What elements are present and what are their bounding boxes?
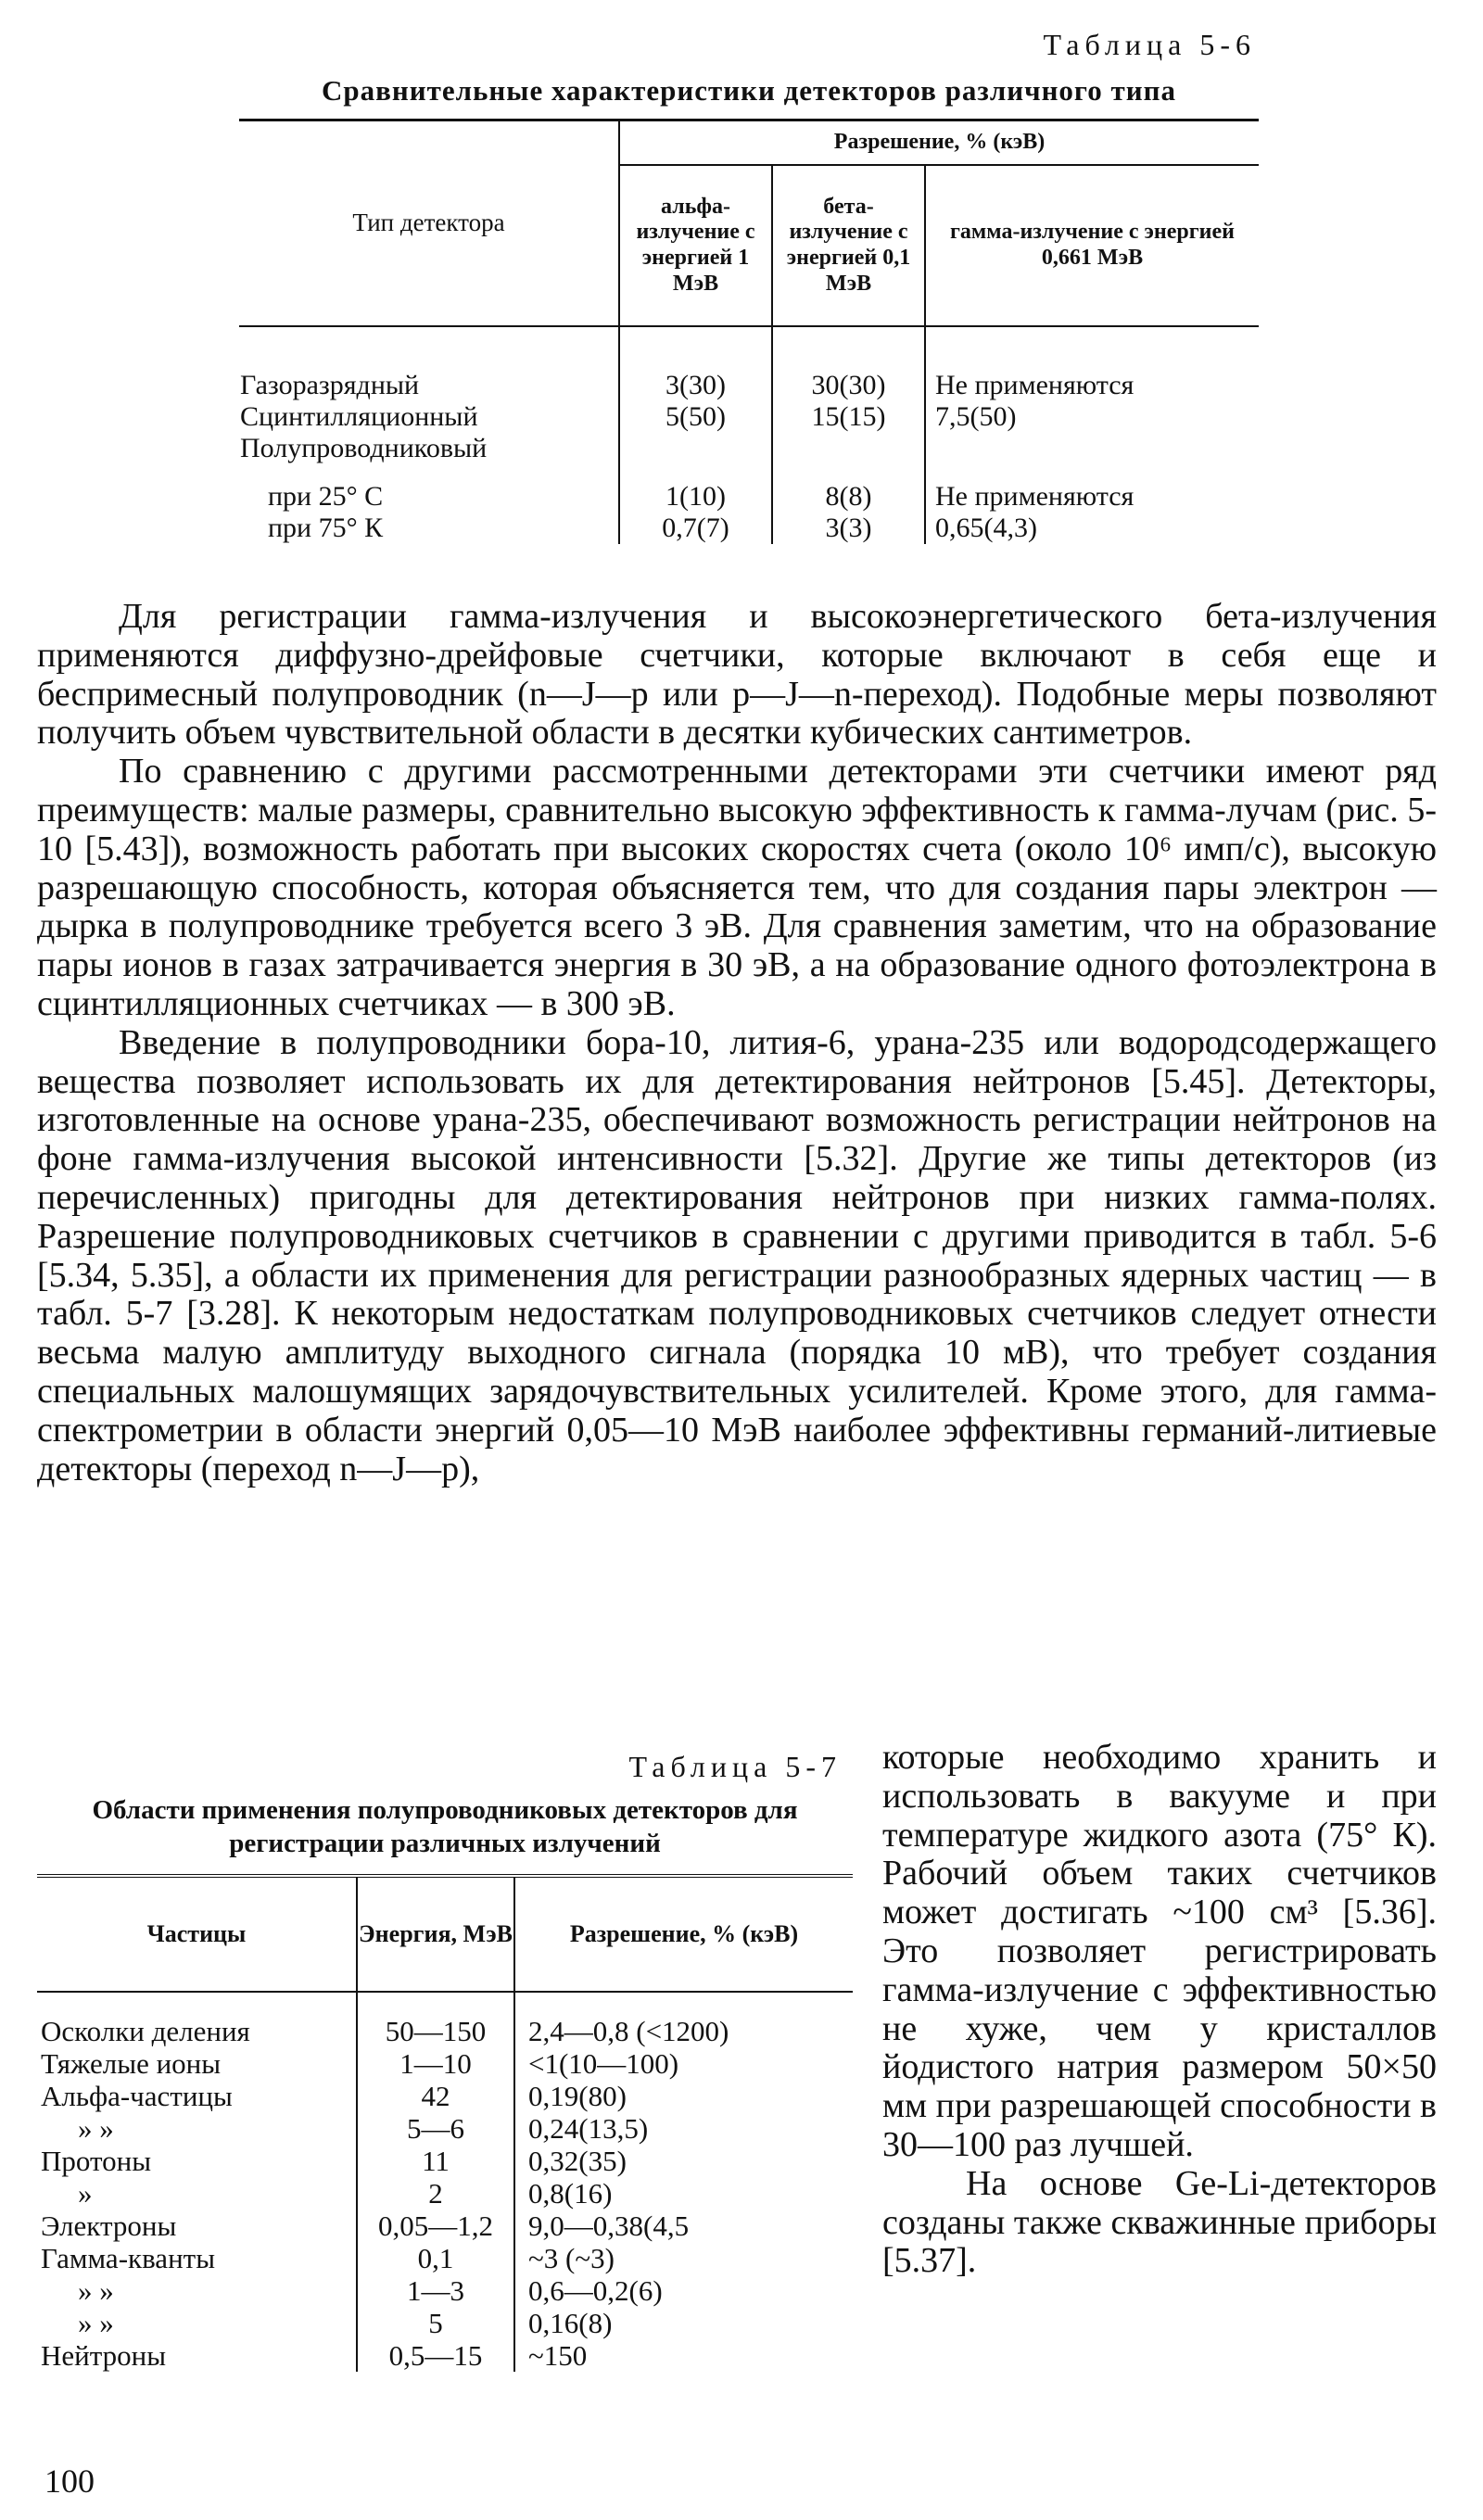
alpha-cell: 1(10) [619, 464, 772, 513]
header-resolution: Разрешение, % (кэВ) [619, 120, 1259, 166]
table-row [239, 513, 1259, 544]
alpha-cell [619, 433, 772, 464]
header-detector-type: Тип детектора [239, 120, 619, 327]
energy-cell: 42 [357, 2080, 514, 2112]
gamma-cell: Не применяются [925, 464, 1259, 513]
table-row [239, 433, 1259, 464]
energy-cell: 1—3 [357, 2274, 514, 2307]
table-5-7-block [37, 1750, 853, 2372]
table-row [37, 2177, 853, 2210]
table-row [37, 2145, 853, 2177]
energy-cell: 5—6 [357, 2112, 514, 2145]
table-row [37, 2210, 853, 2242]
table-row [37, 2112, 853, 2145]
resolution-cell: 0,6—0,2(6) [514, 2274, 853, 2307]
alpha-cell: 0,7(7) [619, 513, 772, 544]
table-row [239, 326, 1259, 401]
resolution-cell: ~150 [514, 2339, 853, 2372]
beta-cell [772, 433, 925, 464]
body-text [37, 598, 1437, 1488]
table-row [37, 2274, 853, 2307]
resolution-cell: 2,4—0,8 (<1200) [514, 1992, 853, 2047]
paragraph: Введение в полупроводники бора-10, лития-6, урана-235 или водородсодержащего вещества позволяет использовать их для детектирования нейтронов [5.45]. Детекторы, изготовленные на основе урана-235, обеспечивают возможность регистрации нейтронов на фоне гамма-излучения высокой интенсивности [5.32]. Другие же типы детекторов (из перечисленных) пригодны для детектирования нейтронов при низких гамма-полях. Разрешение полупроводниковых счетчиков в сравнении с другими приводится в табл. 5-6 [5.34, 5.35], а области их применения для регистрации разнообразных ядерных частиц — в табл. 5-7 [3.28]. К некоторым недостаткам полупроводниковых счетчиков следует отнести весьма малую амплитуду выходного сигнала (порядка 10 мВ), что требует создания специальных малошумящих зарядочувствительных усилителей. Кроме этого, для гамма-спектрометрии в области энергий 0,05—10 МэВ наиболее эффективны германий-литиевые детекторы (переход n—J—p), [37, 1022, 1437, 1488]
particle-cell: » » [78, 2273, 114, 2307]
energy-cell: 0,5—15 [357, 2339, 514, 2372]
side-text [882, 1739, 1437, 2281]
header-energy: Энергия, МэВ [357, 1876, 514, 1992]
alpha-cell: 3(30) [619, 326, 772, 401]
gamma-cell: 7,5(50) [925, 401, 1259, 433]
particle-cell: » » [78, 2111, 114, 2145]
side-paragraph: На основе Ge-Li-детекторов созданы также скважинные приборы [5.37]. [882, 2163, 1437, 2281]
detector-type-cell: Сцинтилляционный [240, 401, 478, 432]
energy-cell: 5 [357, 2307, 514, 2339]
table-5-7-number: Таблица 5-7 [628, 1750, 842, 1783]
paragraph: По сравнению с другими рассмотренными детекторами эти счетчики имеют ряд преимуществ: малые размеры, сравнительно высокую эффективность к гамма-лучам (рис. 5-10 [5.43]), возможность работать при высоких скоростях счета (около 10⁶ имп/с), высокую разрешающую способность, которая объясняется тем, что для создания пары электрон — дырка в полупроводнике требуется всего 3 эВ. Для сравнения заметим, что на образование пары ионов в газах затрачивается энергия в 30 эВ, а на образование одного фотоэлектрона в сцинтилляционных счетчиках — в 300 эВ. [37, 752, 1437, 1023]
table-row [37, 2339, 853, 2372]
table-5-7 [37, 1874, 853, 2372]
header-resolution-57: Разрешение, % (кэВ) [514, 1876, 853, 1992]
particle-cell: Электроны [41, 2209, 177, 2242]
particle-cell: Нейтроны [41, 2338, 167, 2372]
energy-cell: 2 [357, 2177, 514, 2210]
particle-cell: Тяжелые ионы [41, 2046, 222, 2080]
table-5-6 [239, 119, 1259, 544]
table-row [239, 464, 1259, 513]
page-number: 100 [44, 2463, 95, 2500]
energy-cell: 0,05—1,2 [357, 2210, 514, 2242]
resolution-cell: 0,32(35) [514, 2145, 853, 2177]
table-row [37, 1992, 853, 2047]
gamma-cell: 0,65(4,3) [925, 513, 1259, 544]
energy-cell: 1—10 [357, 2047, 514, 2080]
detector-type-cell: при 75° К [240, 513, 384, 543]
table-5-6-number: Таблица 5-6 [1043, 28, 1256, 61]
beta-cell: 3(3) [772, 513, 925, 544]
beta-cell: 30(30) [772, 326, 925, 401]
table-5-7-caption: Области применения полупроводниковых детекторов для регистрации различных излучений [92, 1795, 798, 1859]
header-gamma: гамма-излучение с энергией 0,661 МэВ [925, 165, 1259, 326]
resolution-cell: 0,19(80) [514, 2080, 853, 2112]
gamma-cell [925, 433, 1259, 464]
detector-type-cell: при 25° С [240, 481, 384, 512]
resolution-cell: 0,8(16) [514, 2177, 853, 2210]
resolution-cell: 9,0—0,38(4,5 [514, 2210, 853, 2242]
beta-cell: 8(8) [772, 464, 925, 513]
table-5-6-caption: Сравнительные характеристики детекторов различного типа [322, 74, 1176, 107]
table-row [37, 2307, 853, 2339]
table-row [239, 401, 1259, 433]
detector-type-cell: Полупроводниковый [240, 433, 488, 463]
gamma-cell: Не применяются [925, 326, 1259, 401]
resolution-cell: ~3 (~3) [514, 2242, 853, 2274]
header-beta: бета-излучение с энергией 0,1 МэВ [772, 165, 925, 326]
header-alpha: альфа-излучение с энергией 1 МэВ [619, 165, 772, 326]
beta-cell: 15(15) [772, 401, 925, 433]
alpha-cell: 5(50) [619, 401, 772, 433]
energy-cell: 0,1 [357, 2242, 514, 2274]
side-paragraph: которые необходимо хранить и использовать в вакууме и при температуре жидкого азота (75° К). Рабочий объем таких счетчиков может достигать ~100 см³ [5.36]. Это позволяет регистрировать гамма-излучение с эффективностью не хуже, чем у кристаллов йодистого натрия размером 50×50 мм при разрешающей способности в 30—100 раз лучшей. [882, 1738, 1437, 2164]
paragraph: Для регистрации гамма-излучения и высокоэнергетического бета-излучения применяются диффузно-дрейфовые счетчики, которые включают в себя еще и беспримесный полупроводник (n—J—p или p—J—n-переход). Подобные меры позволяют получить объем чувствительной области в десятки кубических сантиметров. [37, 597, 1437, 753]
particle-cell: Альфа-частицы [41, 2079, 233, 2112]
resolution-cell: 0,24(13,5) [514, 2112, 853, 2145]
detector-type-cell: Газоразрядный [240, 370, 420, 400]
header-particles: Частицы [37, 1876, 357, 1992]
resolution-cell: 0,16(8) [514, 2307, 853, 2339]
table-row [37, 2242, 853, 2274]
particle-cell: Протоны [41, 2144, 152, 2177]
particle-cell: » [78, 2176, 93, 2210]
energy-cell: 50—150 [357, 1992, 514, 2047]
particle-cell: Гамма-кванты [41, 2241, 216, 2274]
table-row [37, 2047, 853, 2080]
particle-cell: Осколки деления [41, 2014, 250, 2047]
resolution-cell: <1(10—100) [514, 2047, 853, 2080]
table-row [37, 2080, 853, 2112]
particle-cell: » » [78, 2306, 114, 2339]
energy-cell: 11 [357, 2145, 514, 2177]
